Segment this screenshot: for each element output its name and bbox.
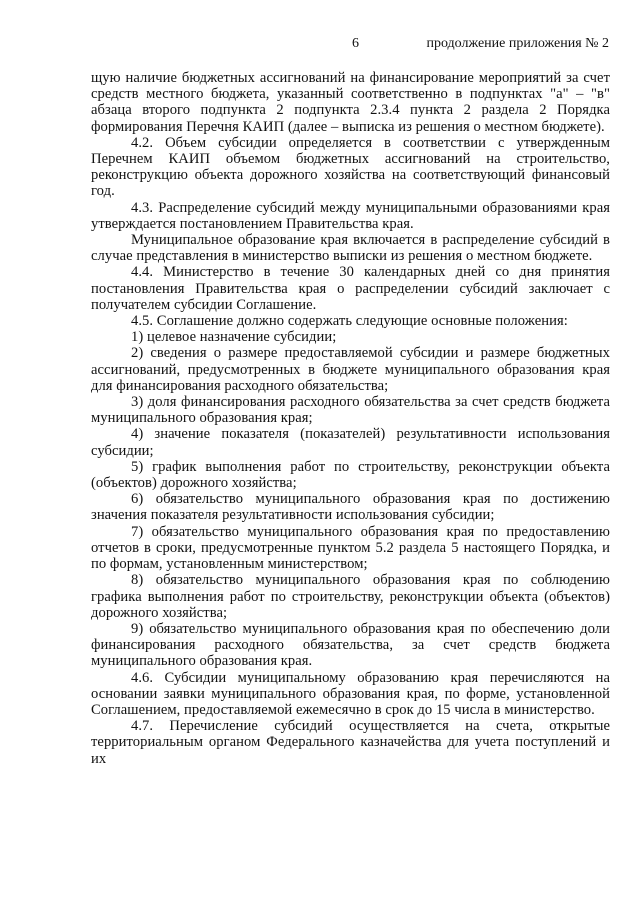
list-item: 4) значение показателя (показателей) результативности использования субсидии;: [91, 426, 610, 459]
list-item: 7) обязательство муниципального образования края по предоставлению отчетов в сроки, предусмотренные пунктом 5.2 раздела 5 настоящего Порядка, и по формам, установленным министерством;: [91, 523, 610, 573]
list-item: 9) обязательство муниципального образования края по обеспечению доли финансирования расходного обязательства, за счет средств бюджета муниципального образования края.: [91, 620, 610, 670]
list-item: 1) целевое назначение субсидии;: [131, 329, 337, 346]
continuation-note: продолжение приложения № 2: [426, 36, 609, 51]
page-number: 6: [352, 36, 359, 51]
list-item: 8) обязательство муниципального образования края по соблюдению графика выполнения работ по строительству, реконструкции объекта (объектов) дорожного хозяйства;: [91, 572, 610, 621]
document-body: [91, 70, 610, 767]
list-item: 2) сведения о размере предоставляемой субсидии и размере бюджетных ассигнований, предусмотренных в бюджете муниципального образования края для финансирования расходного обязательства;: [91, 345, 610, 394]
paragraph: щую наличие бюджетных ассигнований на финансирование мероприятий за счет средств местного бюджета, указанный соответственно в подпунктах "а" – "в" абзаца второго подпункта 2 подпункта 2.3.4 пункта 2 раздела 2 Порядка формирования Перечня КАИП (далее – выписка из решения о местном бюджете).: [91, 70, 610, 135]
paragraph: Муниципальное образование края включается в распределение субсидий в случае представления в министерство выписки из решения о местном бюджете.: [91, 232, 610, 265]
paragraph: 4.4. Министерство в течение 30 календарных дней со дня принятия постановления Правительства края о распределении субсидий заключает с получателем субсидии Соглашение.: [91, 264, 610, 313]
paragraph: 4.5. Соглашение должно содержать следующие основные положения:: [131, 313, 568, 330]
paragraph: 4.7. Перечисление субсидий осуществляется на счета, открытые территориальным органом Федерального казначейства для учета поступлений и их: [91, 718, 610, 767]
list-item: 3) доля финансирования расходного обязательства за счет средств бюджета муниципального образования края;: [91, 394, 610, 427]
list-item: 6) обязательство муниципального образования края по достижению значения показателя результативности использования субсидии;: [91, 491, 610, 524]
paragraph: 4.6. Субсидии муниципальному образованию края перечисляются на основании заявки муниципального образования края, по форме, установленной Соглашением, предоставляемой ежемесячно в срок до 15 числа в министерство.: [91, 669, 610, 718]
paragraph: 4.2. Объем субсидии определяется в соответствии с утвержденным Перечнем КАИП объемом бюджетных ассигнований на строительство, реконструкцию объекта дорожного хозяйства на соответствующий финансовый год.: [91, 134, 610, 200]
paragraph: 4.3. Распределение субсидий между муниципальными образованиями края утверждается постановлением Правительства края.: [91, 199, 610, 232]
list-item: 5) график выполнения работ по строительству, реконструкции объекта (объектов) дорожного хозяйства;: [91, 458, 610, 492]
